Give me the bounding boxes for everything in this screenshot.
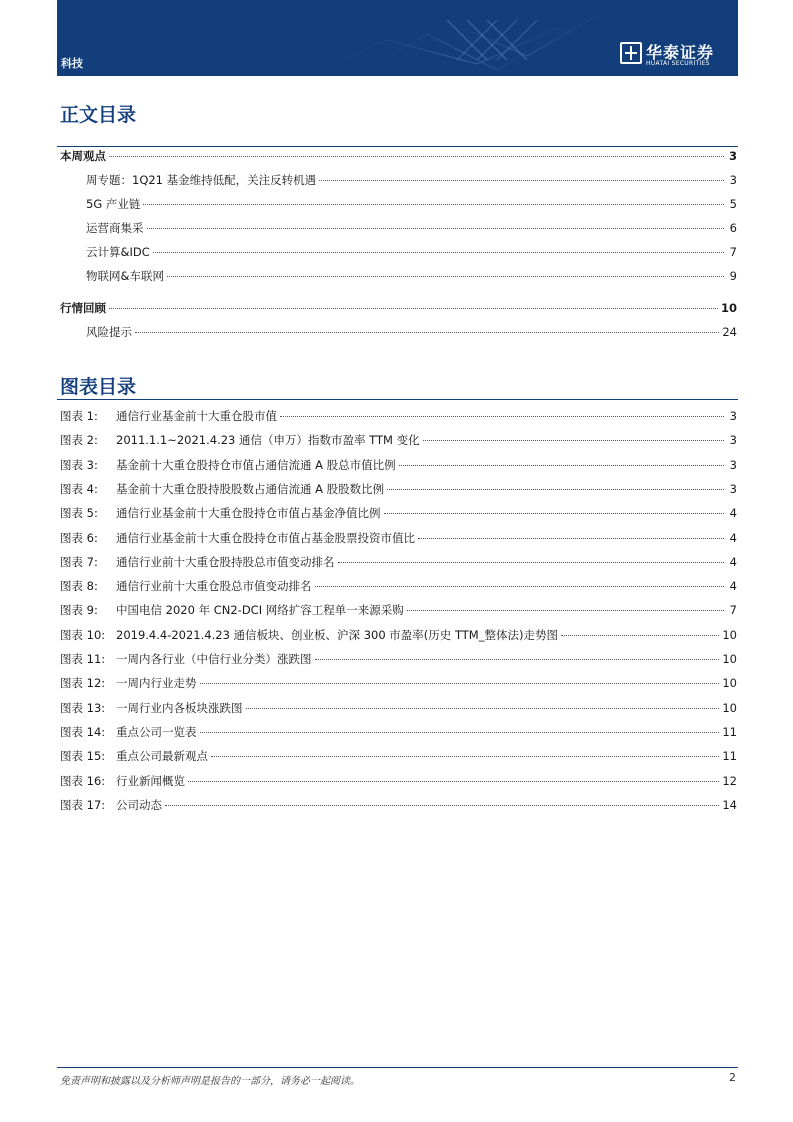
figure-item-label: 图表 15: xyxy=(60,749,106,764)
dot-leader xyxy=(399,465,724,466)
dot-leader xyxy=(147,228,725,229)
toc-item[interactable] xyxy=(86,268,737,286)
figure-item-title: 通信行业前十大重仓股持股总市值变动排名 xyxy=(116,554,335,569)
dot-leader xyxy=(167,276,724,277)
toc-item[interactable] xyxy=(86,172,737,190)
figure-item-label: 图表 2: xyxy=(60,433,98,448)
header-banner xyxy=(57,0,738,76)
dot-leader xyxy=(387,489,724,490)
toc-item-page: 7 xyxy=(729,245,737,259)
figure-item-title: 基金前十大重仓股持仓市值占通信流通 A 股总市值比例 xyxy=(116,457,396,472)
figure-item-title: 2011.1.1~2021.4.23 通信（申万）指数市盈率 TTM 变化 xyxy=(116,433,420,448)
figure-item[interactable] xyxy=(60,724,737,742)
toc-item-page: 3 xyxy=(728,149,737,163)
dot-leader xyxy=(315,586,725,587)
figure-item-label: 图表 11: xyxy=(60,652,106,666)
logo-cn: 华泰证券 xyxy=(646,43,715,62)
figure-item[interactable] xyxy=(60,773,737,791)
figure-item-label: 图表 8: xyxy=(60,579,98,594)
dot-leader xyxy=(109,308,718,309)
figure-item-title: 通信行业基金前十大重仓股持仓市值占基金股票投资市值比 xyxy=(116,530,415,545)
figure-item-title: 通信行业基金前十大重仓股持仓市值占基金净值比例 xyxy=(116,506,381,521)
figure-item-page: 3 xyxy=(729,481,737,496)
figure-item-page: 10 xyxy=(722,627,737,642)
dot-leader xyxy=(143,204,724,205)
figure-item-page: 3 xyxy=(729,409,737,423)
toc-rule xyxy=(57,146,738,147)
figure-item-page: 4 xyxy=(729,554,737,569)
dot-leader xyxy=(211,756,719,757)
figure-item[interactable] xyxy=(60,457,737,475)
toc-item-page: 5 xyxy=(729,197,737,211)
figure-item-label: 图表 9: xyxy=(60,603,98,618)
figure-item[interactable] xyxy=(60,797,737,815)
dot-leader xyxy=(246,708,720,709)
figures-rule xyxy=(57,399,738,400)
huatai-logo xyxy=(620,40,730,72)
dot-leader xyxy=(200,732,720,733)
toc-item-label: 行情回顾 xyxy=(60,301,106,315)
huatai-logo-icon xyxy=(620,42,642,64)
figure-item-title: 一周内行业走势 xyxy=(116,676,197,691)
dot-leader xyxy=(384,513,725,514)
toc-title: 正文目录 xyxy=(60,104,137,126)
figure-item-label: 图表 4: xyxy=(60,481,98,496)
figure-item-page: 3 xyxy=(729,433,737,448)
dot-leader xyxy=(315,659,720,660)
figure-item[interactable] xyxy=(60,554,737,572)
figure-item-page: 11 xyxy=(722,749,737,764)
figure-item[interactable] xyxy=(60,578,737,596)
toc-item-label: 风险提示 xyxy=(86,325,132,339)
toc-item[interactable] xyxy=(86,220,737,238)
toc-item-label: 周专题：1Q21 基金维持低配，关注反转机遇 xyxy=(86,173,317,187)
toc-item[interactable] xyxy=(60,300,737,318)
figure-item-title: 中国电信 2020 年 CN2-DCI 网络扩容工程单一来源采购 xyxy=(116,603,404,618)
toc-item[interactable] xyxy=(86,244,737,262)
dot-leader xyxy=(319,180,724,181)
figure-item-title: 通信行业前十大重仓股总市值变动排名 xyxy=(116,579,312,594)
toc-item-page: 6 xyxy=(729,221,737,235)
figure-item-page: 11 xyxy=(722,724,737,739)
figure-item[interactable] xyxy=(60,408,737,426)
figure-item[interactable] xyxy=(60,651,737,669)
toc-item-label: 运营商集采 xyxy=(86,221,144,235)
section-label: 科技 xyxy=(61,57,83,70)
toc-item-page: 9 xyxy=(729,269,737,283)
figure-item-page: 4 xyxy=(729,579,737,594)
figure-item-page: 7 xyxy=(729,603,737,618)
toc-item[interactable] xyxy=(86,324,737,342)
toc-item-page: 3 xyxy=(729,173,737,187)
figure-item-label: 图表 10: xyxy=(60,627,106,642)
disclaimer-text: 免责声明和披露以及分析师声明是报告的一部分，请务必一起阅读。 xyxy=(60,1076,360,1087)
figure-item-label: 图表 13: xyxy=(60,700,106,715)
page-number: 2 xyxy=(729,1071,736,1084)
figure-item-title: 行业新闻概览 xyxy=(116,773,185,788)
dot-leader xyxy=(153,252,724,253)
figure-item-label: 图表 7: xyxy=(60,554,98,569)
figure-item-title: 一周内各行业（中信行业分类）涨跌图 xyxy=(116,652,312,666)
dot-leader xyxy=(407,610,724,611)
figure-item-page: 3 xyxy=(729,457,737,472)
dot-leader xyxy=(418,538,724,539)
figure-item[interactable] xyxy=(60,530,737,548)
figure-item-label: 图表 17: xyxy=(60,797,106,812)
toc-item[interactable] xyxy=(60,148,737,166)
figure-item-label: 图表 6: xyxy=(60,530,98,545)
toc-item-page: 24 xyxy=(722,325,737,339)
figure-item-page: 4 xyxy=(729,506,737,521)
figure-item-title: 一周行业内各板块涨跌图 xyxy=(116,700,243,715)
figure-item-label: 图表 1: xyxy=(60,409,98,423)
figure-item-title: 重点公司最新观点 xyxy=(116,749,208,764)
figure-item-title: 2019.4.4-2021.4.23 通信板块、创业板、沪深 300 市盈率(历史 TTM_整体法)走势图 xyxy=(116,627,558,642)
dot-leader xyxy=(135,332,719,333)
figure-item-page: 10 xyxy=(722,652,737,666)
figure-item[interactable] xyxy=(60,602,737,620)
dot-leader xyxy=(200,683,720,684)
figure-item-page: 14 xyxy=(722,797,737,812)
toc-item-label: 物联网&车联网 xyxy=(86,269,164,283)
figure-item[interactable] xyxy=(60,748,737,766)
figure-item-label: 图表 3: xyxy=(60,457,98,472)
figure-item-title: 重点公司一览表 xyxy=(116,724,197,739)
dot-leader xyxy=(165,805,719,806)
figure-item-title: 公司动态 xyxy=(116,797,162,812)
toc-item-label: 5G 产业链 xyxy=(86,197,141,211)
figure-item-label: 图表 16: xyxy=(60,773,106,788)
figure-item-page: 10 xyxy=(722,676,737,691)
footer-rule xyxy=(57,1067,738,1068)
figure-item[interactable] xyxy=(60,675,737,693)
figure-item-label: 图表 5: xyxy=(60,506,98,521)
dot-leader xyxy=(109,156,724,157)
figure-item-title: 通信行业基金前十大重仓股市值 xyxy=(116,409,277,423)
figure-item[interactable] xyxy=(60,505,737,523)
figure-item[interactable] xyxy=(60,700,737,718)
figure-item-label: 图表 14: xyxy=(60,724,106,739)
figure-item[interactable] xyxy=(60,481,737,499)
dot-leader xyxy=(561,635,719,636)
toc-item-label: 本周观点 xyxy=(60,149,106,163)
figures-title: 图表目录 xyxy=(60,376,137,398)
dot-leader xyxy=(188,781,719,782)
logo-en: HUATAI SECURITIES xyxy=(646,60,710,67)
figure-item-page: 12 xyxy=(722,773,737,788)
figure-item-title: 基金前十大重仓股持股股数占通信流通 A 股股数比例 xyxy=(116,481,385,496)
figure-item-page: 10 xyxy=(722,700,737,715)
figure-item[interactable] xyxy=(60,627,737,645)
dot-leader xyxy=(280,416,724,417)
toc-item[interactable] xyxy=(86,196,737,214)
figure-item[interactable] xyxy=(60,432,737,450)
figure-item-page: 4 xyxy=(729,530,737,545)
dot-leader xyxy=(338,562,725,563)
dot-leader xyxy=(423,440,724,441)
figure-item-label: 图表 12: xyxy=(60,676,106,691)
toc-item-label: 云计算&IDC xyxy=(86,245,150,259)
toc-item-page: 10 xyxy=(720,301,737,315)
